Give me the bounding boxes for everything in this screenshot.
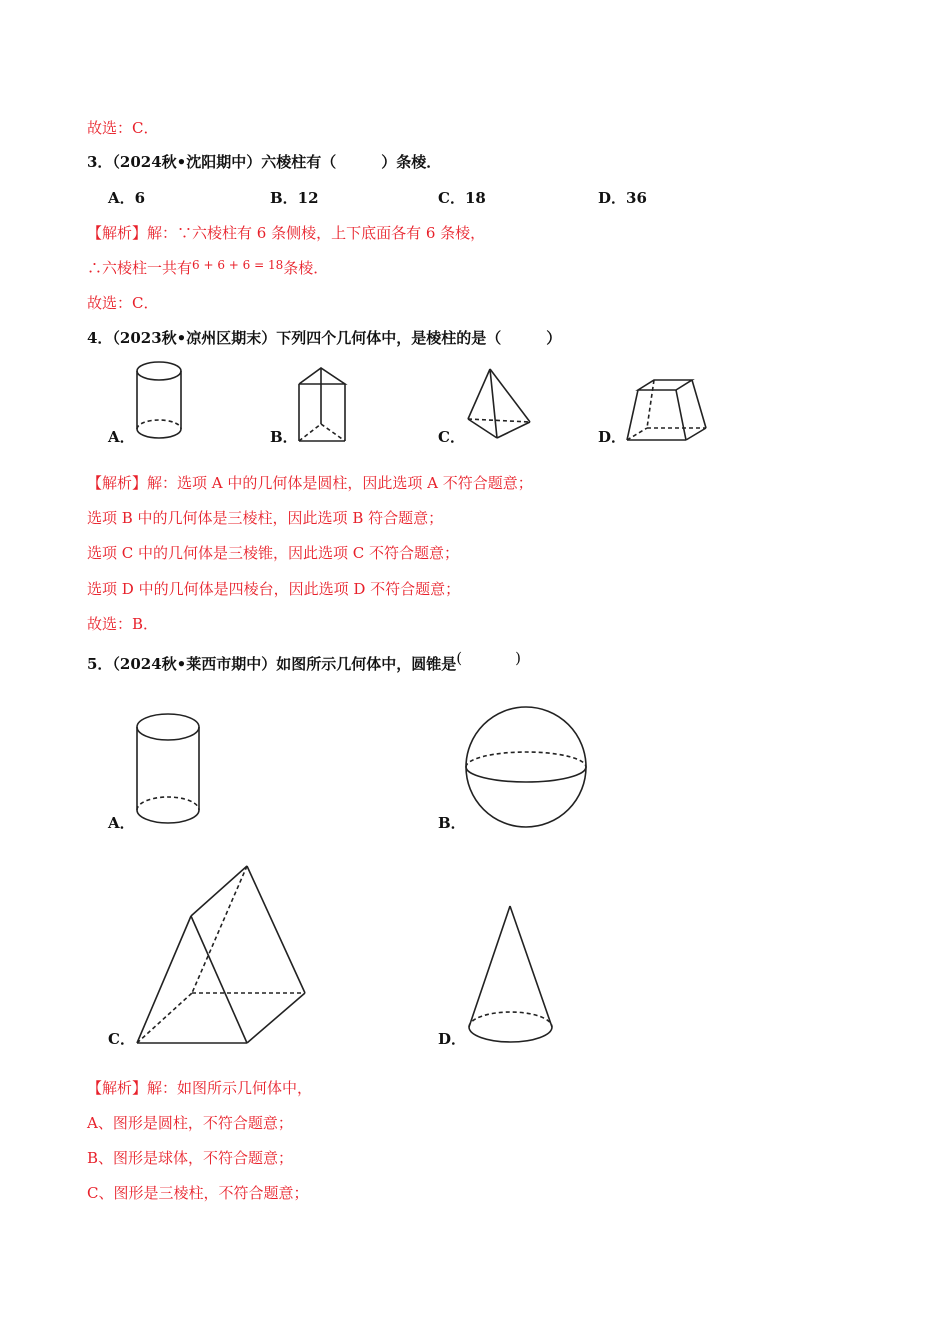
q3-solution-pre: ∴六棱柱一共有 — [87, 259, 193, 277]
q4-solution-line1 — [87, 473, 533, 493]
q4-solution-line2: 选项 B 中的几何体是三棱柱，因此选项 B 符合题意； — [87, 509, 444, 527]
q4-label-a: A． — [108, 428, 135, 446]
q5-label-b: B． — [438, 814, 466, 832]
q5-figure-b-sphere — [464, 705, 590, 830]
q4-label-d: D． — [598, 428, 627, 446]
q4-figure-d-frustum — [622, 376, 712, 446]
q5-figure-a-cylinder — [134, 708, 204, 833]
q5-figure-d-cone — [466, 902, 556, 1047]
q3-option-c: C．18 — [438, 189, 486, 207]
q5-paren: ( ) — [456, 649, 523, 667]
q5-solution-line2: A、图形是圆柱，不符合题意； — [87, 1114, 293, 1132]
q4-solution-tag: 【解析】 — [87, 474, 148, 492]
q4-answer: 故选：B． — [87, 615, 159, 633]
q3-solution-tag: 【解析】 — [87, 224, 148, 242]
q3-solution-line1 — [87, 223, 485, 243]
q3-option-b: B．12 — [270, 189, 319, 207]
q5-label-d: D． — [438, 1030, 467, 1048]
q3-option-d: D．36 — [598, 189, 647, 207]
q5-figure-c-prism — [134, 862, 309, 1048]
q5-label-a: A． — [108, 814, 135, 832]
q5-solution-line1 — [87, 1078, 312, 1098]
q3-stem: 3．（2024秋•沈阳期中）六棱柱有（ ）条棱． — [87, 153, 442, 171]
q4-figure-a-cylinder — [130, 358, 190, 448]
q4-figure-c-pyramid — [462, 364, 534, 444]
q3-solution-post: 条棱． — [283, 259, 329, 277]
q3-solution-text1: 解：∵六棱柱有 6 条侧棱，上下底面各有 6 条棱， — [147, 224, 486, 242]
q4-stem: 4．（2023秋•凉州区期末）下列四个几何体中，是棱柱的是（ ） — [87, 329, 562, 347]
q5-solution-line3: B、图形是球体，不符合题意； — [87, 1149, 294, 1167]
q4-figure-b-prism — [292, 364, 352, 444]
q5-stem-line — [87, 649, 523, 674]
q3-option-a: A．6 — [108, 189, 146, 207]
q5-solution-line4: C、图形是三棱柱，不符合题意； — [87, 1184, 309, 1202]
q5-solution-tag: 【解析】 — [87, 1079, 148, 1097]
q4-label-b: B． — [270, 428, 298, 446]
q4-solution-line3: 选项 C 中的几何体是三棱锥，因此选项 C 不符合题意； — [87, 544, 460, 562]
q4-label-c: C． — [438, 428, 465, 446]
q2-answer: 故选：C． — [87, 119, 159, 137]
q4-solution-text1: 解：选项 A 中的几何体是圆柱，因此选项 A 不符合题意； — [147, 474, 533, 492]
q5-label-c: C． — [108, 1030, 135, 1048]
q5-solution-text1: 解：如图所示几何体中， — [147, 1079, 313, 1097]
q3-solution-line2 — [87, 258, 328, 279]
q4-solution-line4: 选项 D 中的几何体是四棱台，因此选项 D 不符合题意； — [87, 580, 461, 598]
q3-solution-math: 6 + 6 + 6 = 18 — [192, 258, 284, 272]
q5-stem: 5．（2024秋•莱西市期中）如图所示几何体中，圆锥是 — [87, 655, 457, 673]
q3-answer: 故选：C． — [87, 294, 159, 312]
